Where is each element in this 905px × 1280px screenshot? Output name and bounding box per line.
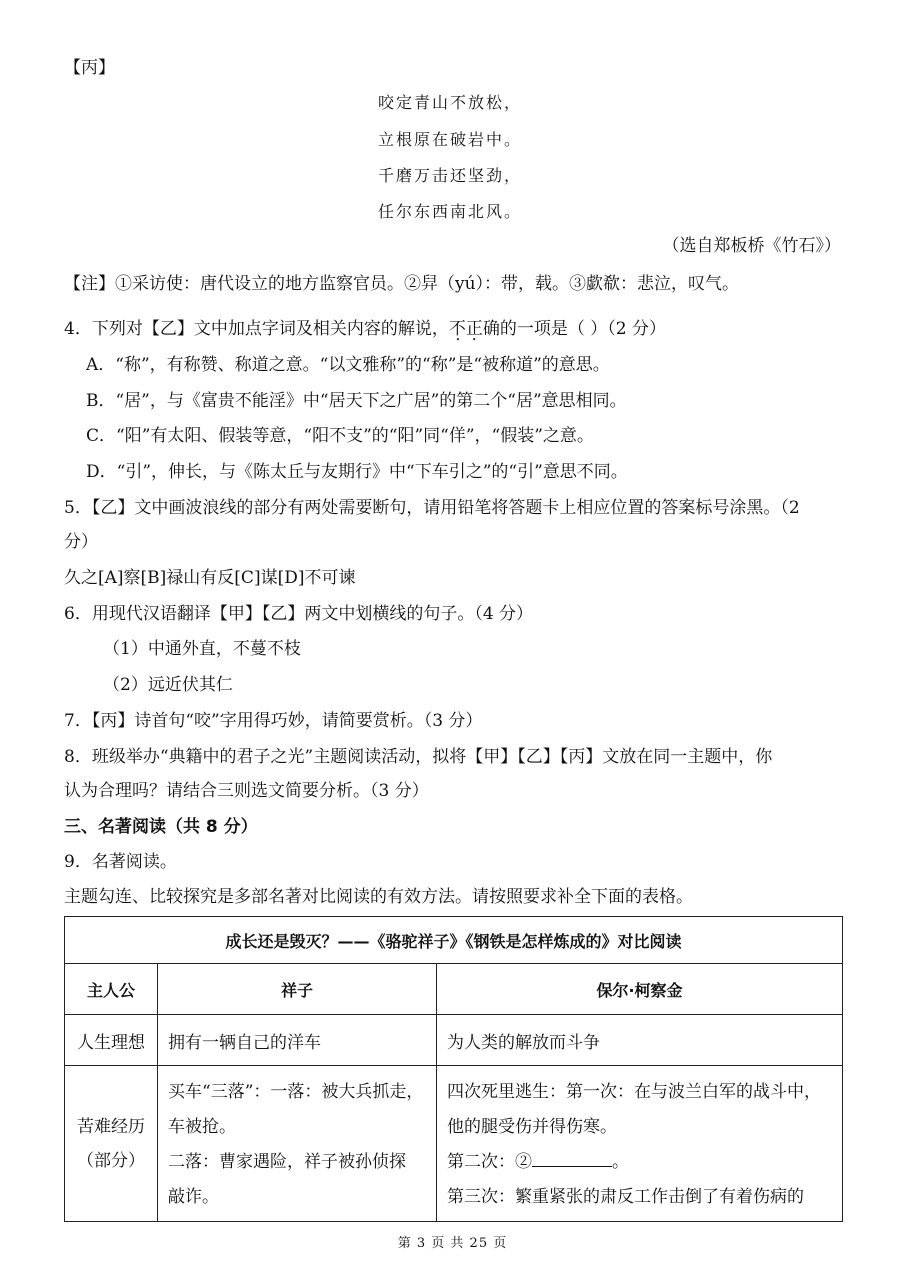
paul-hardship [437,1066,843,1222]
q4-stem-after: 的一项是（ ）（2 分） [499,319,666,339]
xiangzi-ideal: 拥有一辆自己的洋车 [158,1015,437,1066]
header-xiangzi: 祥子 [158,964,437,1015]
q4-option-c: C．“阳”有太阳、假装等意，“阳不支”的“阳”同“佯”，“假装”之意。 [86,426,594,446]
q4-option-a: A．“称”，有称赞、称道之意。“以文雅称”的“称”是“被称道”的意思。 [86,355,610,375]
poem-line: 千磨万击还坚劲， [378,166,523,185]
xiangzi-hardship [158,1066,437,1222]
paul-hardship-line: 四次死里逃生：第一次：在与波兰白军的战斗中， [447,1082,821,1102]
question-6-stem: 6．用现代汉语翻译【甲】【乙】两文中划横线的句子。（4 分） [64,604,534,624]
xiangzi-hardship-line: 敲诈。 [168,1187,219,1207]
xiangzi-hardship-line: 买车“三落”：一落：被大兵抓走， [168,1082,424,1102]
poem-line: 任尔东西南北风。 [378,202,523,221]
header-paul: 保尔·柯察金 [437,964,843,1015]
paul-hardship-line: 他的腿受伤并得伤寒。 [447,1117,617,1137]
note: 【注】①采访使：唐代设立的地方监察官员。②舁（yú）：带，载。③歔欷：悲泣，叹气。 [64,274,740,294]
question-7: 7．【丙】诗首句“咬”字用得巧妙，请简要赏析。（3 分） [64,711,483,731]
comparison-table [64,916,843,1222]
section-bing-label: 【丙】 [64,58,115,78]
answer-blank[interactable] [532,1148,612,1167]
hardship-label-line1: 苦难经历 [77,1116,145,1137]
paul-hardship-line: 第三次：繁重紧张的肃反工作击倒了有着伤病的 [447,1187,804,1207]
paul-ideal: 为人类的解放而斗争 [437,1015,843,1066]
question-8-line2: 认为合理吗？请结合三则选文简要分析。（3 分） [64,781,429,801]
table-row [65,1066,843,1222]
question-8-line1: 8．班级举办“典籍中的君子之光”主题阅读活动，拟将【甲】【乙】【丙】文放在同一主题中，你 [64,747,773,767]
hardship-label-line2: （部分） [77,1150,145,1171]
q4-option-b: B．“居”，与《富贵不能淫》中“居天下之广居”的第二个“居”意思相同。 [86,391,627,411]
section-3-heading: 三、名著阅读（共 8 分） [64,817,258,837]
q4-option-d: D．“引”，伸长，与《陈太丘与友期行》中“下车引之”的“引”意思不同。 [86,462,628,482]
section-3-intro: 主题勾连、比较探究是多部名著对比阅读的有效方法。请按照要求补全下面的表格。 [64,887,693,907]
poem-source: （选自郑板桥《竹石》） [662,236,841,256]
question-5-sentence: 久之[A]察[B]禄山有反[C]谋[D]不可谏 [64,568,356,588]
q4-stem-before: 4．下列对【乙】文中加点字词及相关内容的解说， [64,319,449,339]
paul-hardship-line-blank [447,1145,834,1180]
row-label-hardship [65,1066,158,1222]
poem-line: 咬定青山不放松， [378,93,523,112]
row-label-ideal: 人生理想 [65,1015,158,1066]
paul-hardship-second: 第二次：② [447,1152,532,1172]
xiangzi-hardship-line: 二落：曹家遇险，祥子被孙侦探 [168,1152,406,1172]
q6-item-1: （1）中通外直，不蔓不枝 [103,639,301,659]
q4-stem-dotted: 不正确 • • [449,319,500,339]
xiangzi-hardship-line: 车被抢。 [168,1117,236,1137]
question-4-stem [64,317,666,341]
table-row [65,1015,843,1066]
table-title: 成长还是毁灭？——《骆驼祥子》《钢铁是怎样炼成的》对比阅读 [65,917,843,964]
blank-suffix: 。 [612,1152,629,1172]
header-protagonist: 主人公 [65,964,158,1015]
page-footer: 第 3 页 共 25 页 [397,1236,508,1251]
question-5-line2: 分） [64,532,98,552]
question-9: 9．名著阅读。 [64,852,177,872]
question-5-line1: 5．【乙】文中画波浪线的部分有两处需要断句，请用铅笔将答题卡上相应位置的答案标号涂黑。（2 [64,498,800,518]
poem-line: 立根原在破岩中。 [378,130,523,149]
q6-item-2: （2）远近伏其仁 [103,675,233,695]
